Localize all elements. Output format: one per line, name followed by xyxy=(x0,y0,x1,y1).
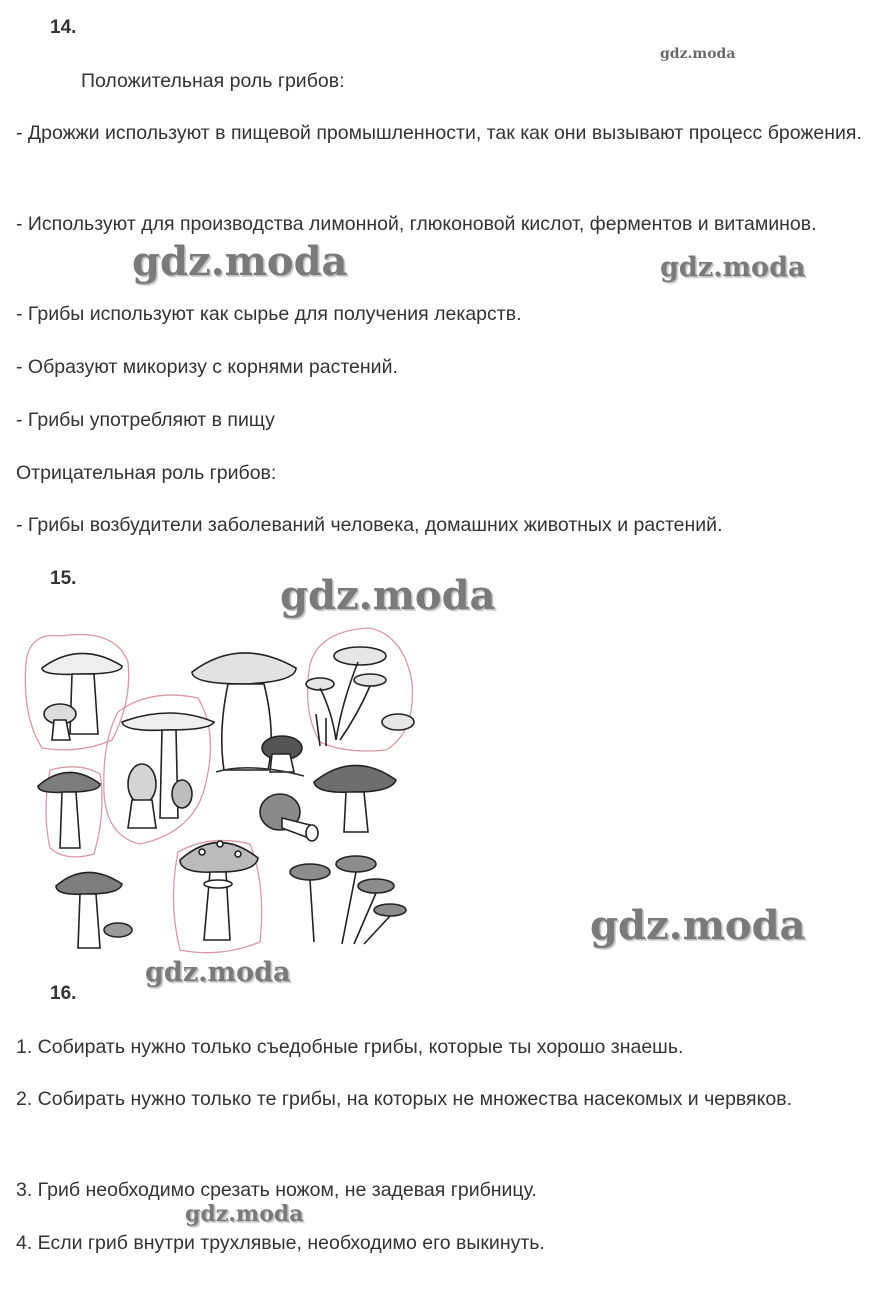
task-number-16: 16. xyxy=(50,983,77,1004)
watermark: gdz.moda xyxy=(132,238,348,285)
mushrooms-illustration xyxy=(20,622,422,960)
list-item: 4. Если гриб внутри трухлявые, необходимо его выкинуть. xyxy=(16,1232,545,1254)
task-number-14: 14. xyxy=(50,17,77,38)
watermark: gdz.moda xyxy=(660,46,736,62)
list-item: 1. Собирать нужно только съедобные грибы, которые ты хорошо знаешь. xyxy=(16,1036,684,1058)
watermark: gdz.moda xyxy=(590,902,806,949)
list-item: - Грибы употребляют в пищу xyxy=(16,409,275,431)
negative-heading: Отрицательная роль грибов: xyxy=(16,462,277,484)
watermark: gdz.moda xyxy=(280,572,496,619)
list-item: - Используют для производства лимонной, глюконовой кислот, ферментов и витаминов. xyxy=(16,213,817,235)
positive-heading: Положительная роль грибов: xyxy=(81,70,345,92)
list-item: - Грибы используют как сырье для получения лекарств. xyxy=(16,303,522,325)
task-number-15: 15. xyxy=(50,568,77,589)
list-item: - Дрожжи используют в пищевой промышленности, так как они вызывают процесс брожения. xyxy=(16,122,862,144)
list-item: 2. Собирать нужно только те грибы, на которых не множества насекомых и червяков. xyxy=(16,1088,792,1110)
list-item: - Грибы возбудители заболеваний человека, домашних животных и растений. xyxy=(16,514,723,536)
list-item: - Образуют микоризу с корнями растений. xyxy=(16,356,398,378)
list-item: 3. Гриб необходимо срезать ножом, не задевая грибницу. xyxy=(16,1179,537,1201)
watermark: gdz.moda xyxy=(145,957,291,988)
watermark: gdz.moda xyxy=(660,252,806,283)
watermark: gdz.moda xyxy=(185,1201,304,1227)
